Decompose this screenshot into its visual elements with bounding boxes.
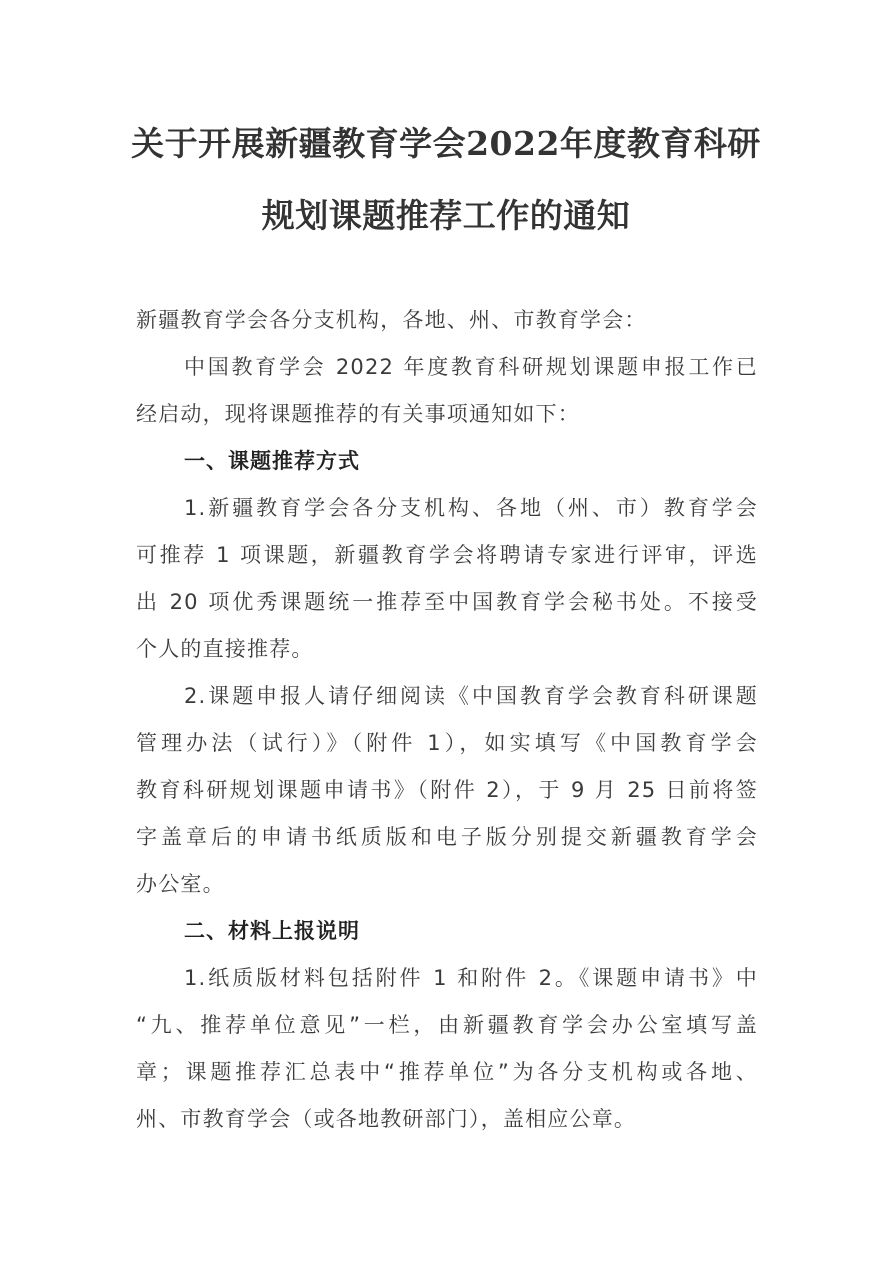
section-2-item-1-line-3: 章；课题推荐汇总表中“推荐单位”为各分支机构或各地、 xyxy=(136,1060,758,1084)
section-1-item-1-line-3: 出 20 项优秀课题统一推荐至中国教育学会秘书处。不接受 xyxy=(136,590,758,614)
section-1-item-2-line-4: 字盖章后的申请书纸质版和电子版分别提交新疆教育学会 xyxy=(136,825,758,849)
section-1-item-2-line-3: 教育科研规划课题申请书》（附件 2），于 9 月 25 日前将签 xyxy=(136,778,758,802)
section-1-item-2-line-2: 管理办法（试行）》（附件 1），如实填写《中国教育学会 xyxy=(136,731,758,755)
section-1-item-1-line-2: 可推荐 1 项课题，新疆教育学会将聘请专家进行评审，评选 xyxy=(136,543,758,567)
intro-line-2: 经启动，现将课题推荐的有关事项通知如下： xyxy=(136,402,580,426)
section-1-item-2-line-1: 2.课题申报人请仔细阅读《中国教育学会教育科研课题 xyxy=(184,684,758,708)
intro-line-1: 中国教育学会 2022 年度教育科研规划课题申报工作已 xyxy=(184,355,758,379)
section-1-item-1-line-1: 1.新疆教育学会各分支机构、各地（州、市）教育学会 xyxy=(184,496,758,520)
document-title-line-1: 关于开展新疆教育学会2022年度教育科研 xyxy=(131,124,761,163)
salutation: 新疆教育学会各分支机构，各地、州、市教育学会： xyxy=(136,308,647,332)
section-2-item-1-line-1: 1.纸质版材料包括附件 1 和附件 2。《课题申请书》中 xyxy=(184,966,758,990)
section-1-item-1-line-4: 个人的直接推荐。 xyxy=(136,637,314,661)
section-2-item-1-line-4: 州、市教育学会（或各地教研部门），盖相应公章。 xyxy=(136,1107,637,1131)
section-2-heading: 二、材料上报说明 xyxy=(184,919,360,943)
document-title-line-2: 规划课题推荐工作的通知 xyxy=(261,196,631,235)
section-1-item-2-line-5: 办公室。 xyxy=(136,872,225,896)
section-1-heading: 一、课题推荐方式 xyxy=(184,449,360,473)
section-2-item-1-line-2: “九、推荐单位意见”一栏，由新疆教育学会办公室填写盖 xyxy=(136,1013,758,1037)
